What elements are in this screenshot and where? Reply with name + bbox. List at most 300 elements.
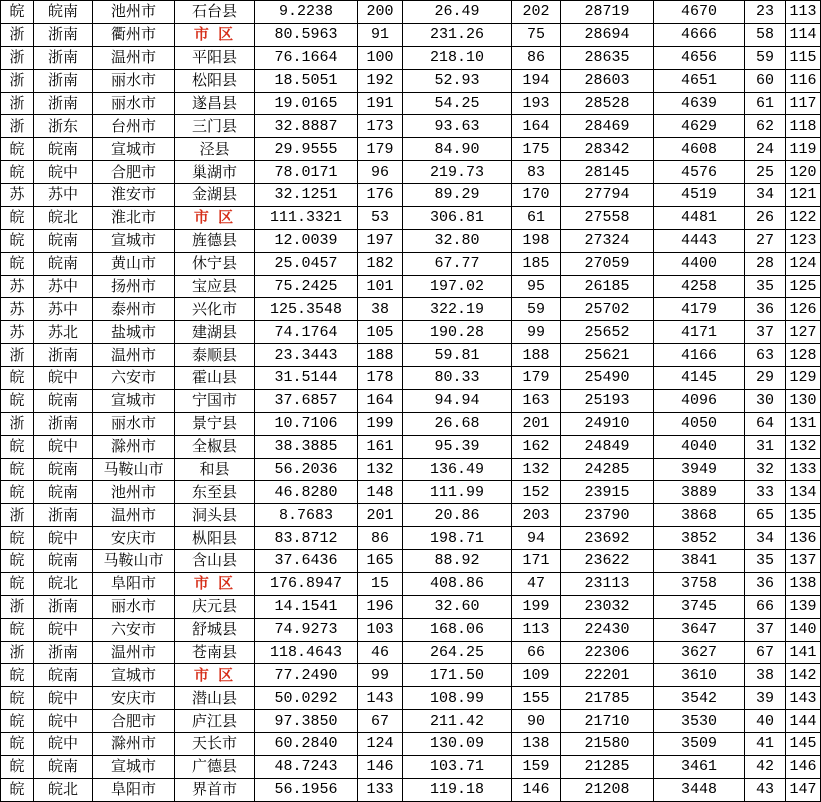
city-cell: 宣城市 — [93, 138, 175, 161]
rank-a-cell: 53 — [358, 206, 403, 229]
value-a-cell: 56.1956 — [255, 778, 358, 801]
table-row — [1, 161, 821, 184]
county-cell: 东至县 — [175, 481, 255, 504]
rank-a-cell: 103 — [358, 618, 403, 641]
province-cell: 皖 — [1, 389, 34, 412]
rank-c-cell: 35 — [745, 550, 786, 573]
rank-d-cell: 116 — [786, 69, 821, 92]
value-b-cell: 108.99 — [403, 687, 512, 710]
rank-b-cell: 95 — [512, 275, 561, 298]
rank-d-cell: 130 — [786, 389, 821, 412]
value-a-cell: 46.8280 — [255, 481, 358, 504]
rank-c-cell: 60 — [745, 69, 786, 92]
table-row — [1, 641, 821, 664]
table-row — [1, 92, 821, 115]
value-a-cell: 75.2425 — [255, 275, 358, 298]
rank-c-cell: 67 — [745, 641, 786, 664]
province-cell: 皖 — [1, 367, 34, 390]
rank-a-cell: 173 — [358, 115, 403, 138]
rank-b-cell: 75 — [512, 23, 561, 46]
value-d-cell: 4608 — [654, 138, 745, 161]
subregion-cell: 皖中 — [34, 435, 93, 458]
value-c-cell: 28145 — [561, 161, 654, 184]
county-cell: 全椒县 — [175, 435, 255, 458]
rank-d-cell: 136 — [786, 527, 821, 550]
value-a-cell: 80.5963 — [255, 23, 358, 46]
rank-d-cell: 127 — [786, 321, 821, 344]
table-row — [1, 778, 821, 801]
value-d-cell: 4481 — [654, 206, 745, 229]
rank-d-cell: 138 — [786, 572, 821, 595]
rank-b-cell: 94 — [512, 527, 561, 550]
rank-a-cell: 179 — [358, 138, 403, 161]
subregion-cell: 皖南 — [34, 389, 93, 412]
table-row — [1, 618, 821, 641]
table-row — [1, 206, 821, 229]
value-a-cell: 9.2238 — [255, 1, 358, 24]
value-c-cell: 23622 — [561, 550, 654, 573]
province-cell: 浙 — [1, 23, 34, 46]
value-c-cell: 21285 — [561, 755, 654, 778]
county-cell: 建湖县 — [175, 321, 255, 344]
table-row — [1, 229, 821, 252]
value-c-cell: 21710 — [561, 710, 654, 733]
table-row — [1, 138, 821, 161]
value-b-cell: 171.50 — [403, 664, 512, 687]
subregion-cell: 苏中 — [34, 275, 93, 298]
rank-a-cell: 96 — [358, 161, 403, 184]
rank-c-cell: 58 — [745, 23, 786, 46]
value-c-cell: 24910 — [561, 412, 654, 435]
value-a-cell: 37.6436 — [255, 550, 358, 573]
rank-b-cell: 113 — [512, 618, 561, 641]
rank-c-cell: 62 — [745, 115, 786, 138]
value-c-cell: 28694 — [561, 23, 654, 46]
rank-d-cell: 121 — [786, 184, 821, 207]
city-cell: 池州市 — [93, 481, 175, 504]
county-cell: 市 区 — [175, 664, 255, 687]
value-b-cell: 264.25 — [403, 641, 512, 664]
province-cell: 皖 — [1, 458, 34, 481]
county-cell: 遂昌县 — [175, 92, 255, 115]
value-b-cell: 54.25 — [403, 92, 512, 115]
table-row — [1, 69, 821, 92]
value-c-cell: 22430 — [561, 618, 654, 641]
county-cell: 泾县 — [175, 138, 255, 161]
table-row — [1, 710, 821, 733]
value-a-cell: 31.5144 — [255, 367, 358, 390]
table-row — [1, 733, 821, 756]
value-b-cell: 93.63 — [403, 115, 512, 138]
value-c-cell: 22306 — [561, 641, 654, 664]
value-c-cell: 23692 — [561, 527, 654, 550]
value-d-cell: 3610 — [654, 664, 745, 687]
table-row — [1, 458, 821, 481]
rank-c-cell: 41 — [745, 733, 786, 756]
table-row — [1, 344, 821, 367]
rank-a-cell: 200 — [358, 1, 403, 24]
county-cell: 含山县 — [175, 550, 255, 573]
city-cell: 池州市 — [93, 1, 175, 24]
rank-a-cell: 146 — [358, 755, 403, 778]
rank-c-cell: 33 — [745, 481, 786, 504]
subregion-cell: 浙南 — [34, 92, 93, 115]
rank-b-cell: 47 — [512, 572, 561, 595]
value-c-cell: 25652 — [561, 321, 654, 344]
value-c-cell: 28635 — [561, 46, 654, 69]
county-cell: 霍山县 — [175, 367, 255, 390]
province-cell: 皖 — [1, 527, 34, 550]
rank-c-cell: 28 — [745, 252, 786, 275]
table-row — [1, 321, 821, 344]
value-d-cell: 4639 — [654, 92, 745, 115]
table-row — [1, 481, 821, 504]
city-cell: 温州市 — [93, 344, 175, 367]
value-d-cell: 4145 — [654, 367, 745, 390]
value-b-cell: 190.28 — [403, 321, 512, 344]
rank-c-cell: 26 — [745, 206, 786, 229]
value-d-cell: 4096 — [654, 389, 745, 412]
rank-d-cell: 128 — [786, 344, 821, 367]
province-cell: 皖 — [1, 138, 34, 161]
rank-b-cell: 159 — [512, 755, 561, 778]
subregion-cell: 皖北 — [34, 572, 93, 595]
table-row — [1, 298, 821, 321]
city-cell: 阜阳市 — [93, 572, 175, 595]
province-cell: 浙 — [1, 46, 34, 69]
county-cell: 景宁县 — [175, 412, 255, 435]
value-a-cell: 83.8712 — [255, 527, 358, 550]
subregion-cell: 皖中 — [34, 710, 93, 733]
rank-b-cell: 109 — [512, 664, 561, 687]
province-cell: 浙 — [1, 115, 34, 138]
county-cell: 舒城县 — [175, 618, 255, 641]
subregion-cell: 皖中 — [34, 687, 93, 710]
province-cell: 皖 — [1, 710, 34, 733]
rank-c-cell: 59 — [745, 46, 786, 69]
value-c-cell: 24849 — [561, 435, 654, 458]
rank-a-cell: 164 — [358, 389, 403, 412]
province-cell: 苏 — [1, 275, 34, 298]
rank-a-cell: 99 — [358, 664, 403, 687]
value-c-cell: 28603 — [561, 69, 654, 92]
rank-a-cell: 15 — [358, 572, 403, 595]
rank-b-cell: 202 — [512, 1, 561, 24]
subregion-cell: 浙南 — [34, 595, 93, 618]
value-a-cell: 125.3548 — [255, 298, 358, 321]
province-cell: 苏 — [1, 321, 34, 344]
value-c-cell: 21785 — [561, 687, 654, 710]
county-cell: 市 区 — [175, 572, 255, 595]
rank-c-cell: 39 — [745, 687, 786, 710]
rank-b-cell: 132 — [512, 458, 561, 481]
county-cell: 休宁县 — [175, 252, 255, 275]
value-a-cell: 32.1251 — [255, 184, 358, 207]
rank-c-cell: 64 — [745, 412, 786, 435]
table-row — [1, 115, 821, 138]
subregion-cell: 皖南 — [34, 229, 93, 252]
rank-a-cell: 38 — [358, 298, 403, 321]
rank-d-cell: 137 — [786, 550, 821, 573]
city-cell: 宣城市 — [93, 389, 175, 412]
value-b-cell: 103.71 — [403, 755, 512, 778]
value-a-cell: 32.8887 — [255, 115, 358, 138]
value-d-cell: 3852 — [654, 527, 745, 550]
province-cell: 浙 — [1, 92, 34, 115]
rank-d-cell: 125 — [786, 275, 821, 298]
subregion-cell: 浙南 — [34, 504, 93, 527]
value-b-cell: 119.18 — [403, 778, 512, 801]
value-a-cell: 97.3850 — [255, 710, 358, 733]
rank-a-cell: 176 — [358, 184, 403, 207]
value-d-cell: 4258 — [654, 275, 745, 298]
value-b-cell: 219.73 — [403, 161, 512, 184]
subregion-cell: 浙南 — [34, 46, 93, 69]
rank-d-cell: 117 — [786, 92, 821, 115]
value-d-cell: 4656 — [654, 46, 745, 69]
city-cell: 合肥市 — [93, 710, 175, 733]
rank-c-cell: 31 — [745, 435, 786, 458]
rank-a-cell: 91 — [358, 23, 403, 46]
value-d-cell: 4171 — [654, 321, 745, 344]
rank-a-cell: 165 — [358, 550, 403, 573]
rank-c-cell: 43 — [745, 778, 786, 801]
rank-c-cell: 34 — [745, 527, 786, 550]
value-c-cell: 27059 — [561, 252, 654, 275]
city-cell: 丽水市 — [93, 412, 175, 435]
province-cell: 浙 — [1, 641, 34, 664]
rank-b-cell: 193 — [512, 92, 561, 115]
county-cell: 旌德县 — [175, 229, 255, 252]
subregion-cell: 浙南 — [34, 23, 93, 46]
value-c-cell: 25702 — [561, 298, 654, 321]
rank-c-cell: 42 — [745, 755, 786, 778]
city-cell: 温州市 — [93, 504, 175, 527]
city-cell: 马鞍山市 — [93, 550, 175, 573]
province-cell: 浙 — [1, 69, 34, 92]
county-cell: 宝应县 — [175, 275, 255, 298]
value-c-cell: 21208 — [561, 778, 654, 801]
province-cell: 皖 — [1, 778, 34, 801]
value-b-cell: 408.86 — [403, 572, 512, 595]
value-b-cell: 111.99 — [403, 481, 512, 504]
rank-a-cell: 192 — [358, 69, 403, 92]
subregion-cell: 浙东 — [34, 115, 93, 138]
rank-b-cell: 170 — [512, 184, 561, 207]
rank-b-cell: 199 — [512, 595, 561, 618]
rank-d-cell: 124 — [786, 252, 821, 275]
rank-b-cell: 86 — [512, 46, 561, 69]
value-a-cell: 12.0039 — [255, 229, 358, 252]
rank-a-cell: 100 — [358, 46, 403, 69]
province-cell: 苏 — [1, 184, 34, 207]
subregion-cell: 皖南 — [34, 1, 93, 24]
value-b-cell: 20.86 — [403, 504, 512, 527]
province-cell: 皖 — [1, 252, 34, 275]
rank-b-cell: 198 — [512, 229, 561, 252]
rank-c-cell: 37 — [745, 618, 786, 641]
value-d-cell: 3745 — [654, 595, 745, 618]
value-c-cell: 28342 — [561, 138, 654, 161]
value-b-cell: 32.60 — [403, 595, 512, 618]
province-cell: 浙 — [1, 504, 34, 527]
province-cell: 皖 — [1, 572, 34, 595]
rank-d-cell: 142 — [786, 664, 821, 687]
subregion-cell: 浙南 — [34, 412, 93, 435]
rank-d-cell: 146 — [786, 755, 821, 778]
city-cell: 宣城市 — [93, 664, 175, 687]
value-b-cell: 67.77 — [403, 252, 512, 275]
table-row — [1, 46, 821, 69]
county-cell: 泰顺县 — [175, 344, 255, 367]
rank-a-cell: 191 — [358, 92, 403, 115]
table-row — [1, 755, 821, 778]
value-a-cell: 111.3321 — [255, 206, 358, 229]
value-b-cell: 88.92 — [403, 550, 512, 573]
value-c-cell: 24285 — [561, 458, 654, 481]
rank-b-cell: 61 — [512, 206, 561, 229]
rank-a-cell: 178 — [358, 367, 403, 390]
city-cell: 丽水市 — [93, 69, 175, 92]
rank-a-cell: 197 — [358, 229, 403, 252]
city-cell: 安庆市 — [93, 687, 175, 710]
county-cell: 平阳县 — [175, 46, 255, 69]
rank-a-cell: 148 — [358, 481, 403, 504]
value-b-cell: 84.90 — [403, 138, 512, 161]
table-row — [1, 367, 821, 390]
rank-d-cell: 141 — [786, 641, 821, 664]
value-a-cell: 176.8947 — [255, 572, 358, 595]
city-cell: 淮北市 — [93, 206, 175, 229]
rank-b-cell: 66 — [512, 641, 561, 664]
subregion-cell: 皖南 — [34, 252, 93, 275]
value-a-cell: 77.2490 — [255, 664, 358, 687]
value-c-cell: 26185 — [561, 275, 654, 298]
rank-c-cell: 36 — [745, 298, 786, 321]
value-a-cell: 38.3885 — [255, 435, 358, 458]
table-row — [1, 435, 821, 458]
province-cell: 苏 — [1, 298, 34, 321]
value-c-cell: 27324 — [561, 229, 654, 252]
value-d-cell: 3542 — [654, 687, 745, 710]
rank-d-cell: 129 — [786, 367, 821, 390]
city-cell: 温州市 — [93, 641, 175, 664]
province-cell: 皖 — [1, 618, 34, 641]
city-cell: 泰州市 — [93, 298, 175, 321]
rank-d-cell: 134 — [786, 481, 821, 504]
city-cell: 滁州市 — [93, 435, 175, 458]
rank-d-cell: 118 — [786, 115, 821, 138]
table-row — [1, 687, 821, 710]
county-cell: 洞头县 — [175, 504, 255, 527]
county-cell: 金湖县 — [175, 184, 255, 207]
rank-c-cell: 24 — [745, 138, 786, 161]
city-cell: 六安市 — [93, 618, 175, 641]
value-c-cell: 27558 — [561, 206, 654, 229]
province-cell: 皖 — [1, 229, 34, 252]
value-a-cell: 18.5051 — [255, 69, 358, 92]
subregion-cell: 皖南 — [34, 138, 93, 161]
rank-c-cell: 34 — [745, 184, 786, 207]
province-cell: 浙 — [1, 595, 34, 618]
value-d-cell: 3627 — [654, 641, 745, 664]
city-cell: 衢州市 — [93, 23, 175, 46]
rank-d-cell: 132 — [786, 435, 821, 458]
value-d-cell: 4666 — [654, 23, 745, 46]
rank-d-cell: 120 — [786, 161, 821, 184]
value-c-cell: 23113 — [561, 572, 654, 595]
rank-c-cell: 27 — [745, 229, 786, 252]
rank-c-cell: 25 — [745, 161, 786, 184]
value-c-cell: 23032 — [561, 595, 654, 618]
subregion-cell: 皖中 — [34, 367, 93, 390]
value-b-cell: 306.81 — [403, 206, 512, 229]
rank-d-cell: 147 — [786, 778, 821, 801]
value-b-cell: 80.33 — [403, 367, 512, 390]
subregion-cell: 苏中 — [34, 298, 93, 321]
city-cell: 安庆市 — [93, 527, 175, 550]
value-d-cell: 4166 — [654, 344, 745, 367]
city-cell: 宣城市 — [93, 229, 175, 252]
value-d-cell: 4179 — [654, 298, 745, 321]
city-cell: 宣城市 — [93, 755, 175, 778]
value-b-cell: 168.06 — [403, 618, 512, 641]
value-b-cell: 197.02 — [403, 275, 512, 298]
value-a-cell: 37.6857 — [255, 389, 358, 412]
county-cell: 天长市 — [175, 733, 255, 756]
rank-b-cell: 163 — [512, 389, 561, 412]
subregion-cell: 皖中 — [34, 161, 93, 184]
county-cell: 兴化市 — [175, 298, 255, 321]
subregion-cell: 皖南 — [34, 664, 93, 687]
value-a-cell: 48.7243 — [255, 755, 358, 778]
value-d-cell: 4629 — [654, 115, 745, 138]
rank-c-cell: 37 — [745, 321, 786, 344]
value-b-cell: 59.81 — [403, 344, 512, 367]
value-a-cell: 74.9273 — [255, 618, 358, 641]
value-a-cell: 29.9555 — [255, 138, 358, 161]
value-d-cell: 4576 — [654, 161, 745, 184]
county-cell: 和县 — [175, 458, 255, 481]
city-cell: 黄山市 — [93, 252, 175, 275]
province-cell: 皖 — [1, 733, 34, 756]
rank-c-cell: 40 — [745, 710, 786, 733]
value-b-cell: 94.94 — [403, 389, 512, 412]
province-cell: 浙 — [1, 412, 34, 435]
rank-b-cell: 138 — [512, 733, 561, 756]
rank-a-cell: 133 — [358, 778, 403, 801]
value-c-cell: 23790 — [561, 504, 654, 527]
city-cell: 合肥市 — [93, 161, 175, 184]
rank-b-cell: 146 — [512, 778, 561, 801]
rank-b-cell: 194 — [512, 69, 561, 92]
rank-c-cell: 38 — [745, 664, 786, 687]
city-cell: 丽水市 — [93, 595, 175, 618]
rank-d-cell: 113 — [786, 1, 821, 24]
value-a-cell: 78.0171 — [255, 161, 358, 184]
city-cell: 丽水市 — [93, 92, 175, 115]
rank-c-cell: 32 — [745, 458, 786, 481]
value-c-cell: 28469 — [561, 115, 654, 138]
rank-c-cell: 66 — [745, 595, 786, 618]
rank-a-cell: 182 — [358, 252, 403, 275]
rank-a-cell: 161 — [358, 435, 403, 458]
value-b-cell: 26.49 — [403, 1, 512, 24]
rank-b-cell: 201 — [512, 412, 561, 435]
value-d-cell: 4400 — [654, 252, 745, 275]
county-cell: 广德县 — [175, 755, 255, 778]
county-cell: 市 区 — [175, 206, 255, 229]
